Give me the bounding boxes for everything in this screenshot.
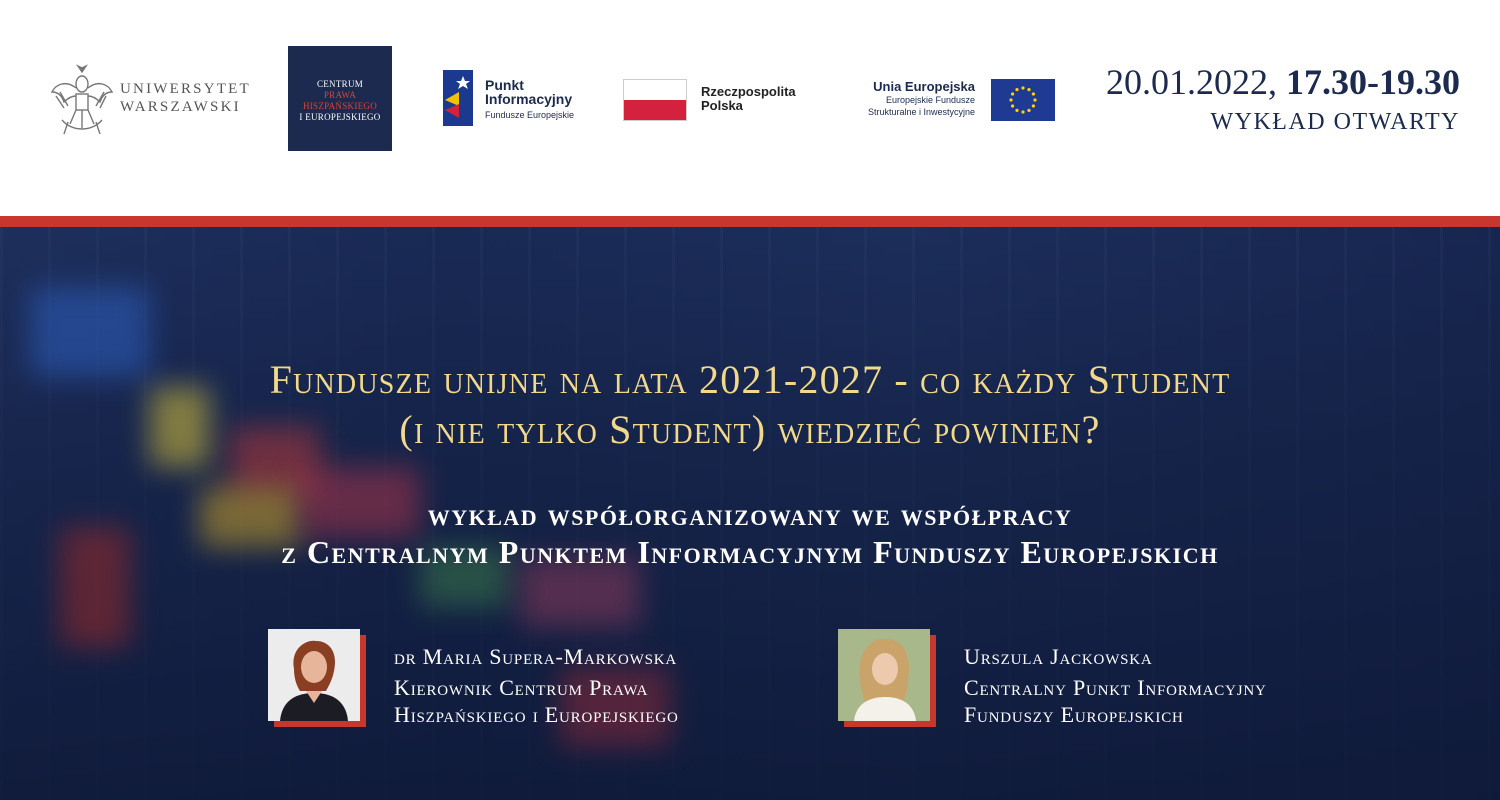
- speaker-name: Urszula Jackowska: [964, 644, 1153, 669]
- unia-europejska-logo: [845, 79, 1055, 123]
- speaker-info: [394, 643, 679, 728]
- uw-line1: UNIWERSYTET: [120, 81, 251, 97]
- date-line: [1106, 62, 1460, 102]
- ue-title: Unia Europejska: [873, 79, 975, 94]
- ue-text: [868, 79, 975, 118]
- rp-line1: Rzeczpospolita: [701, 84, 796, 99]
- speaker-info: [964, 643, 1267, 728]
- speaker-portrait-icon: [268, 629, 360, 721]
- fundusze-europejskie-icon: [443, 70, 473, 126]
- speaker-role-line2: Funduszy Europejskich: [964, 702, 1184, 727]
- ue-sub2: Strukturalne i Inwestycyjne: [867, 107, 975, 117]
- speaker-role-line2: Hiszpańskiego i Europejskiego: [394, 702, 679, 727]
- uw-logo: [48, 62, 251, 138]
- event-date: [1106, 62, 1460, 136]
- rp-line2: Polska: [701, 98, 743, 113]
- punkt-title: [485, 78, 572, 106]
- title-line2: (i nie tylko Student) wiedzieć powinien?: [399, 407, 1101, 452]
- subtitle-line2: z Centralnym Punktem Informacyjnym Funduszy Europejskich: [281, 534, 1219, 570]
- title-line1: Fundusze unijne na lata 2021-2027 - co każdy Student: [269, 357, 1231, 402]
- eu-flag-icon: [991, 79, 1055, 121]
- punkt-title2: Informacyjny: [485, 91, 573, 107]
- speaker-role-line1: Centralny Punkt Informacyjny: [964, 675, 1267, 700]
- speaker-role-line1: Kierownik Centrum Prawa: [394, 675, 649, 700]
- ue-sub1: Europejskie Fundusze: [885, 95, 975, 105]
- speaker-name: dr Maria Supera-Markowska: [394, 644, 678, 669]
- subtitle-line1: wykład współorganizowany we współpracy: [427, 496, 1073, 532]
- polish-flag-icon: [623, 79, 687, 121]
- speaker-portrait-icon: [838, 629, 930, 721]
- punkt-informacyjny-logo: [443, 70, 603, 130]
- punkt-title1: Punkt: [485, 77, 524, 93]
- speaker-photo: [838, 629, 936, 727]
- event-type: WYKŁAD OTWARTY: [1210, 109, 1460, 135]
- centrum-line4: I EUROPEJSKIEGO: [299, 112, 381, 122]
- event-title: [0, 355, 1500, 455]
- date-day: 20.01.2022,: [1106, 62, 1277, 102]
- hero-banner: [0, 227, 1500, 800]
- centrum-line2: PRAWA: [323, 90, 357, 100]
- centrum-line3: HISZPAŃSKIEGO: [302, 101, 378, 111]
- speaker-photo: [268, 629, 366, 727]
- header-bar: [0, 0, 1500, 216]
- event-subtitle: [0, 495, 1500, 571]
- rp-name: [701, 85, 796, 113]
- punkt-subtitle: Fundusze Europejskie: [485, 110, 575, 120]
- uw-name: [120, 80, 251, 116]
- centrum-logo: [288, 46, 392, 151]
- accent-divider: [0, 216, 1500, 227]
- date-time: 17.30-19.30: [1286, 62, 1460, 102]
- eagle-crest-icon: [48, 62, 116, 138]
- centrum-line1: CENTRUM: [316, 79, 364, 89]
- rzeczpospolita-logo: [623, 79, 823, 123]
- uw-line2: WARSZAWSKI: [120, 99, 241, 115]
